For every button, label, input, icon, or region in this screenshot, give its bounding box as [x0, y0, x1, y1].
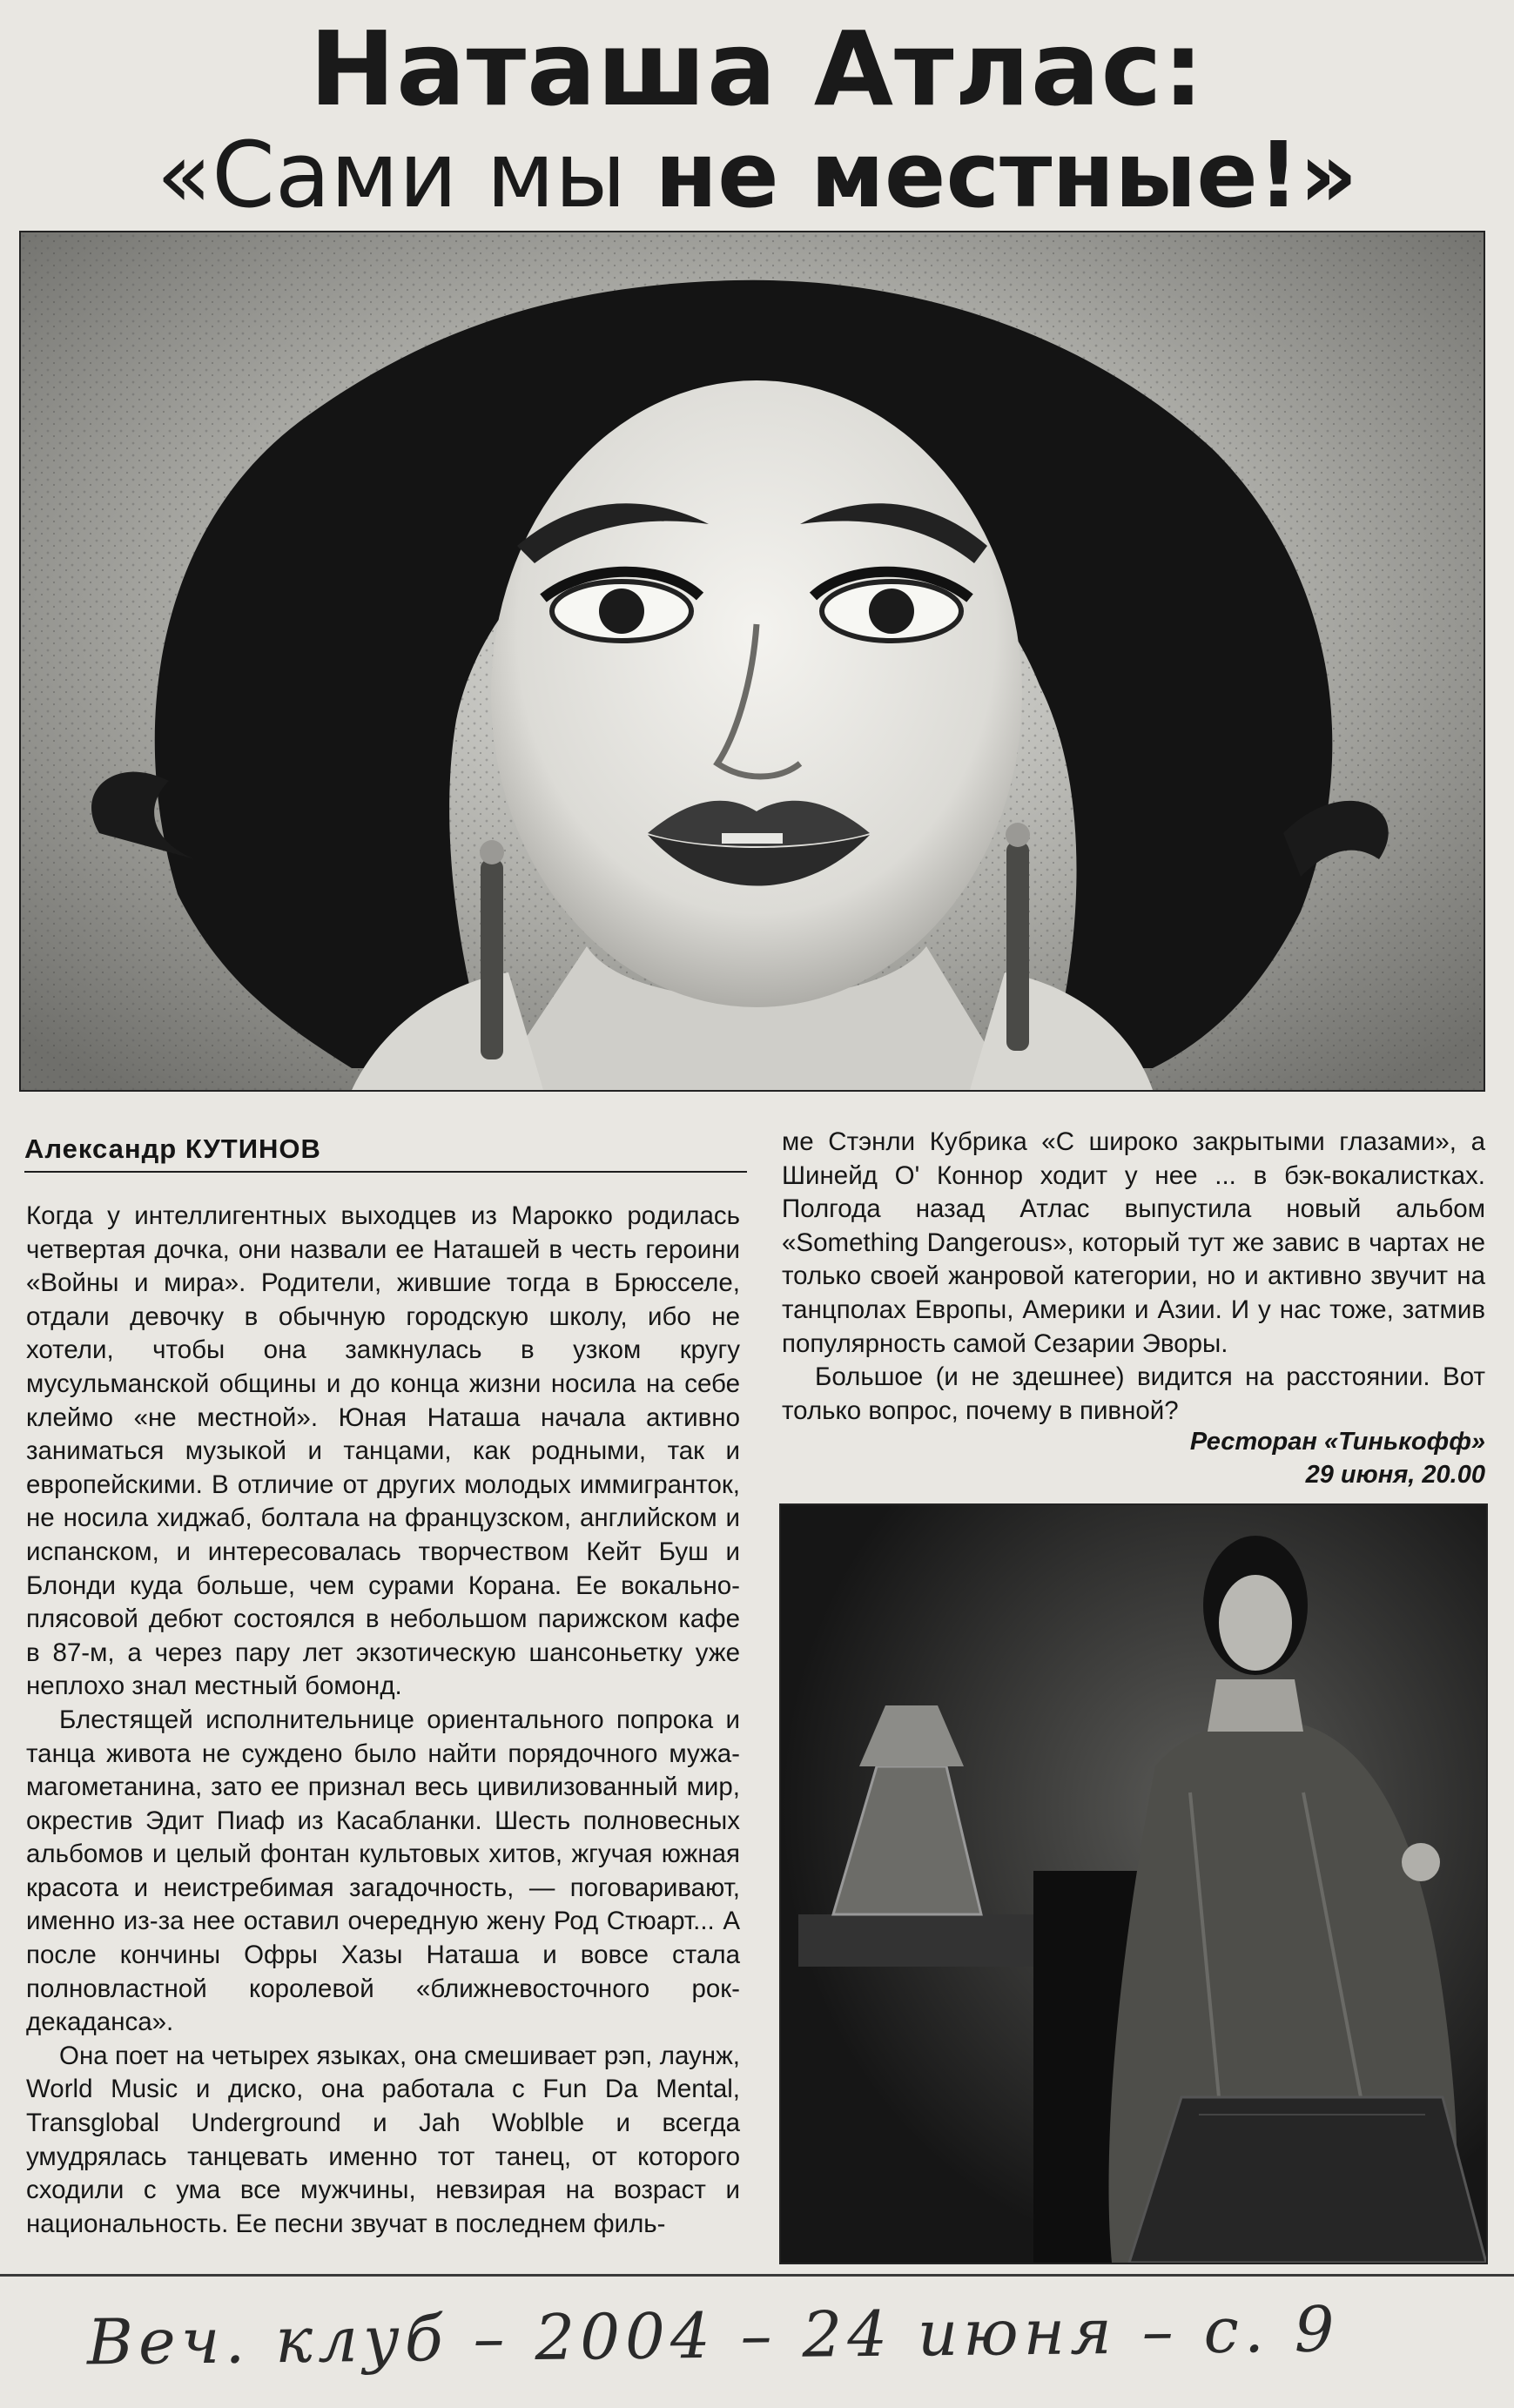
author-byline: Александр КУТИНОВ — [24, 1133, 321, 1164]
event-date: 29 июня, 20.00 — [1305, 1461, 1485, 1489]
portrait-photo — [19, 231, 1485, 1092]
handwritten-source-note: Веч. клуб – 2004 – 24 июня – с. 9 — [86, 2292, 1340, 2379]
article-paragraph-4: ме Стэнли Кубрика «С широко закрытыми глазами», а Шинейд О' Коннор ходит у нее ... в бэк-вокалистках. Полгода назад Атлас выпустила новый альбом «Something Dangerous», который тут же завис в чартах не только своей жанровой категории, но и активно звучит на танцполах Европы, Америки и Азии. И у нас тоже, затмив популярность самой Сезарии Эворы. — [782, 1127, 1485, 1358]
article-paragraph-2: Блестящей исполнительнице ориентального попрока и танца живота не суждено было найти порядочного мужа-магометанина, зато ее признал весь цивилизованный мир, окрестив Эдит Пиаф из Касабланки. Шесть полновесных альбомов и целый фонтан культовых хитов, жгучая южная красота и неистребимая загадочность, — поговаривают, именно из-за нее оставил очередную жену Род Стюарт... А после кончины Офры Хазы Наташа и вовсе стала полновластной королевой «ближневосточного рок-декаданса». — [26, 1705, 740, 2037]
article-paragraph-5: Большое (и не здешнее) видится на расстоянии. Вот только вопрос, почему в пивной? — [782, 1362, 1485, 1425]
portrait-illustration — [21, 232, 1484, 1090]
headline-line-2 — [0, 122, 1514, 228]
article-paragraph-3: Она поет на четырех языках, она смешивает рэп, лаунж, World Music и диско, она работала с Fun Da Mental, Transglobal Underground и Jah Woblble и всегда умудрялась танцевать именно тот танец, от которого сходили с ума все мужчины, невзирая на возраст и национальность. Ее песни звучат в последнем филь- — [26, 2041, 740, 2238]
article-paragraph-1: Когда у интеллигентных выходцев из Марокко родилась четвертая дочка, они назвали ее Наташей в честь героини «Войны и мира». Родители, жившие тогда в Брюсселе, отдали девочку в обычную городскую школу, ибо не хотели, чтобы она замкнулась в узком кругу мусульманской общины и до конца жизни носила на себе клеймо «не местной». Юная Наташа начала активно заниматься музыкой и танцами, как родными, так и европейскими. В отличие от других молодых иммигранток, не носила хиджаб, болтала на французском, английском и испанском, и интересовалась творчеством Кейт Буш и Блонди куда больше, чем сурами Корана. Ее вокально-плясовой дебют состоялся в небольшом парижском кафе в 87-м, а через пару лет экзотическую шансоньетку уже неплохо знал местный бомонд. — [26, 1201, 740, 1701]
headline-line-2-bold: не местные!» — [655, 122, 1358, 228]
headline-line-1: Наташа Атлас: — [309, 9, 1205, 129]
stage-illustration — [781, 1505, 1486, 2263]
stage-photo — [779, 1503, 1488, 2264]
article-column-2 — [782, 1126, 1485, 1428]
byline-rule — [24, 1171, 747, 1173]
clipping-bottom-rule — [0, 2274, 1514, 2277]
headline-line-2-regular: «Сами мы — [156, 122, 656, 228]
venue-name: Ресторан «Тинькофф» — [1189, 1428, 1485, 1456]
article-column-1 — [26, 1200, 740, 2241]
